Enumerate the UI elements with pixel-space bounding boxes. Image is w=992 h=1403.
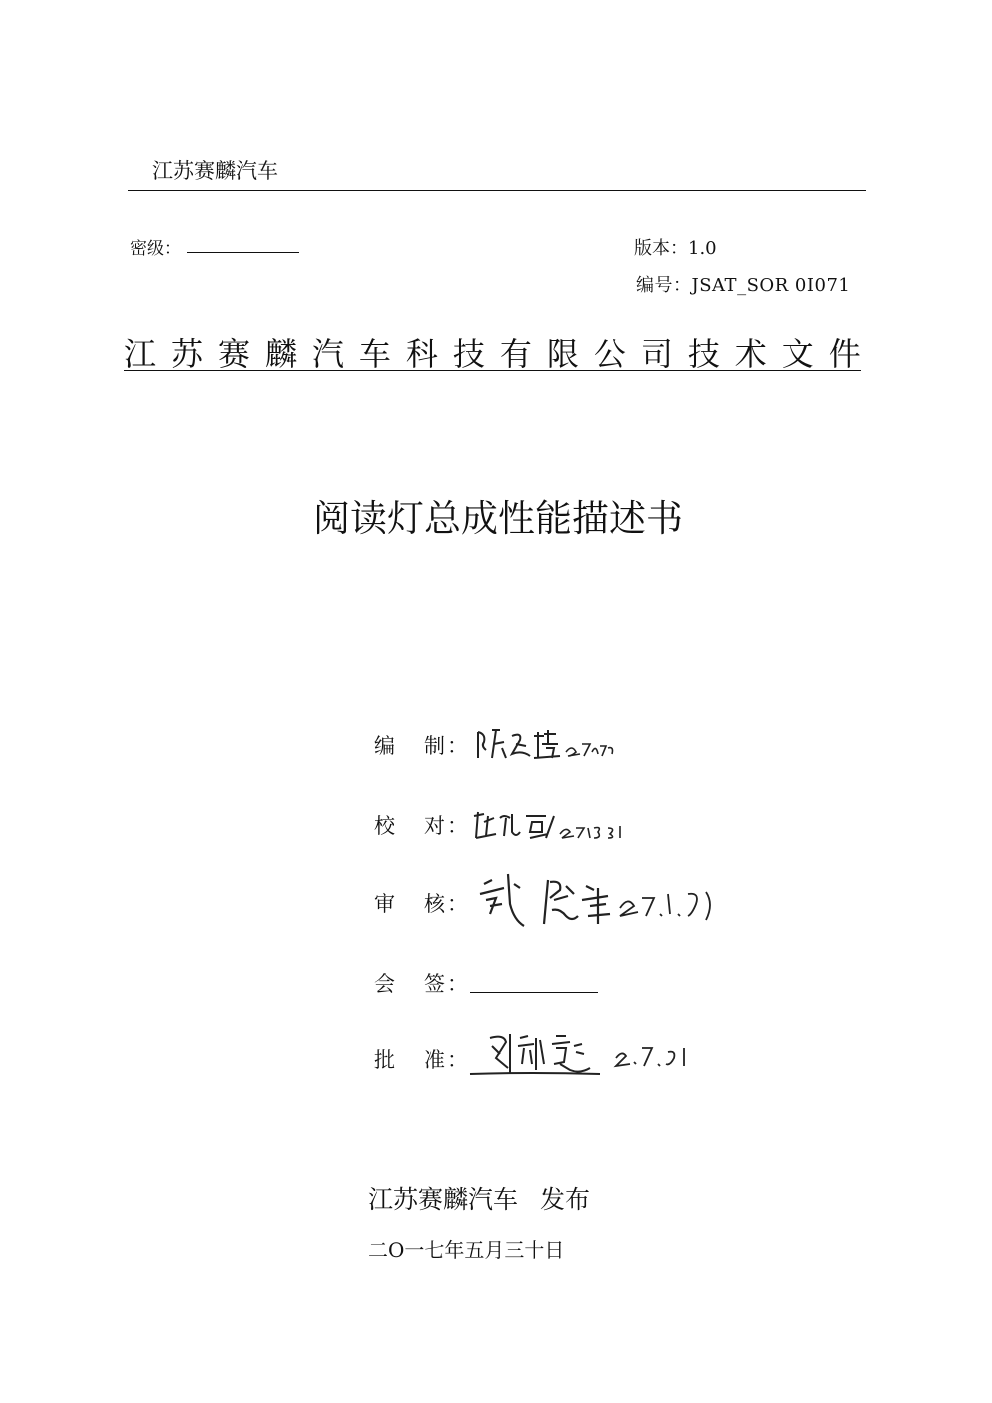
company-heading-char: 术 — [734, 335, 767, 373]
signoff-colon: ： — [447, 734, 468, 758]
company-heading-char: 技 — [452, 335, 485, 373]
signature-approved — [470, 1024, 730, 1084]
company-heading-char: 麟 — [264, 335, 297, 373]
signoff-label-char: 批 — [374, 1048, 395, 1072]
company-heading-char: 限 — [546, 335, 579, 373]
company-heading-char: 江 — [124, 335, 157, 373]
company-heading-char: 科 — [405, 335, 438, 373]
signoff-colon: ： — [447, 814, 468, 838]
signoff-label-char: 核 — [424, 892, 445, 916]
company-heading-char: 有 — [499, 335, 532, 373]
signoff-label-char: 对 — [424, 814, 445, 838]
publisher-line — [368, 1180, 590, 1216]
company-heading — [124, 329, 861, 373]
signoff-label-char: 准 — [424, 1048, 445, 1072]
signoff-colon: ： — [447, 1048, 468, 1072]
company-heading-underline — [124, 370, 861, 371]
header-brand: 江苏赛麟汽车 — [152, 159, 278, 183]
company-heading-char: 公 — [593, 335, 626, 373]
security-level-blank — [187, 252, 299, 253]
company-heading-char: 文 — [781, 335, 814, 373]
signature-reviewed — [470, 864, 740, 934]
company-heading-char: 汽 — [311, 335, 344, 373]
signoff-label-char: 制 — [424, 734, 445, 758]
publisher-name: 江苏赛麟汽车 — [368, 1185, 519, 1214]
version-label: 版本：1.0 — [634, 238, 717, 259]
header-divider — [128, 190, 866, 191]
signature-prepared — [472, 722, 622, 767]
signoff-label-char: 编 — [374, 734, 395, 758]
signoff-colon: ： — [447, 972, 468, 996]
security-level-label: 密级： — [130, 239, 181, 259]
signoff-label-char: 签 — [424, 972, 445, 996]
publish-date: 二O一七年五月三十日 — [368, 1238, 565, 1262]
publish-action: 发布 — [540, 1185, 591, 1214]
document-number: 编号：JSAT_SOR 0I071 — [636, 275, 851, 296]
company-heading-char: 件 — [828, 335, 861, 373]
company-heading-char: 司 — [640, 335, 673, 373]
signoff-colon: ： — [447, 892, 468, 916]
signoff-label-char: 校 — [374, 814, 395, 838]
countersign-blank — [470, 992, 598, 993]
signoff-label-char: 审 — [374, 892, 395, 916]
company-heading-char: 苏 — [170, 335, 203, 373]
signoff-label-char: 会 — [374, 972, 395, 996]
document-title: 阅读灯总成性能描述书 — [313, 497, 683, 540]
signature-checked — [470, 804, 640, 844]
company-heading-char: 车 — [358, 335, 391, 373]
company-heading-char: 技 — [687, 335, 720, 373]
company-heading-char: 赛 — [217, 335, 250, 373]
